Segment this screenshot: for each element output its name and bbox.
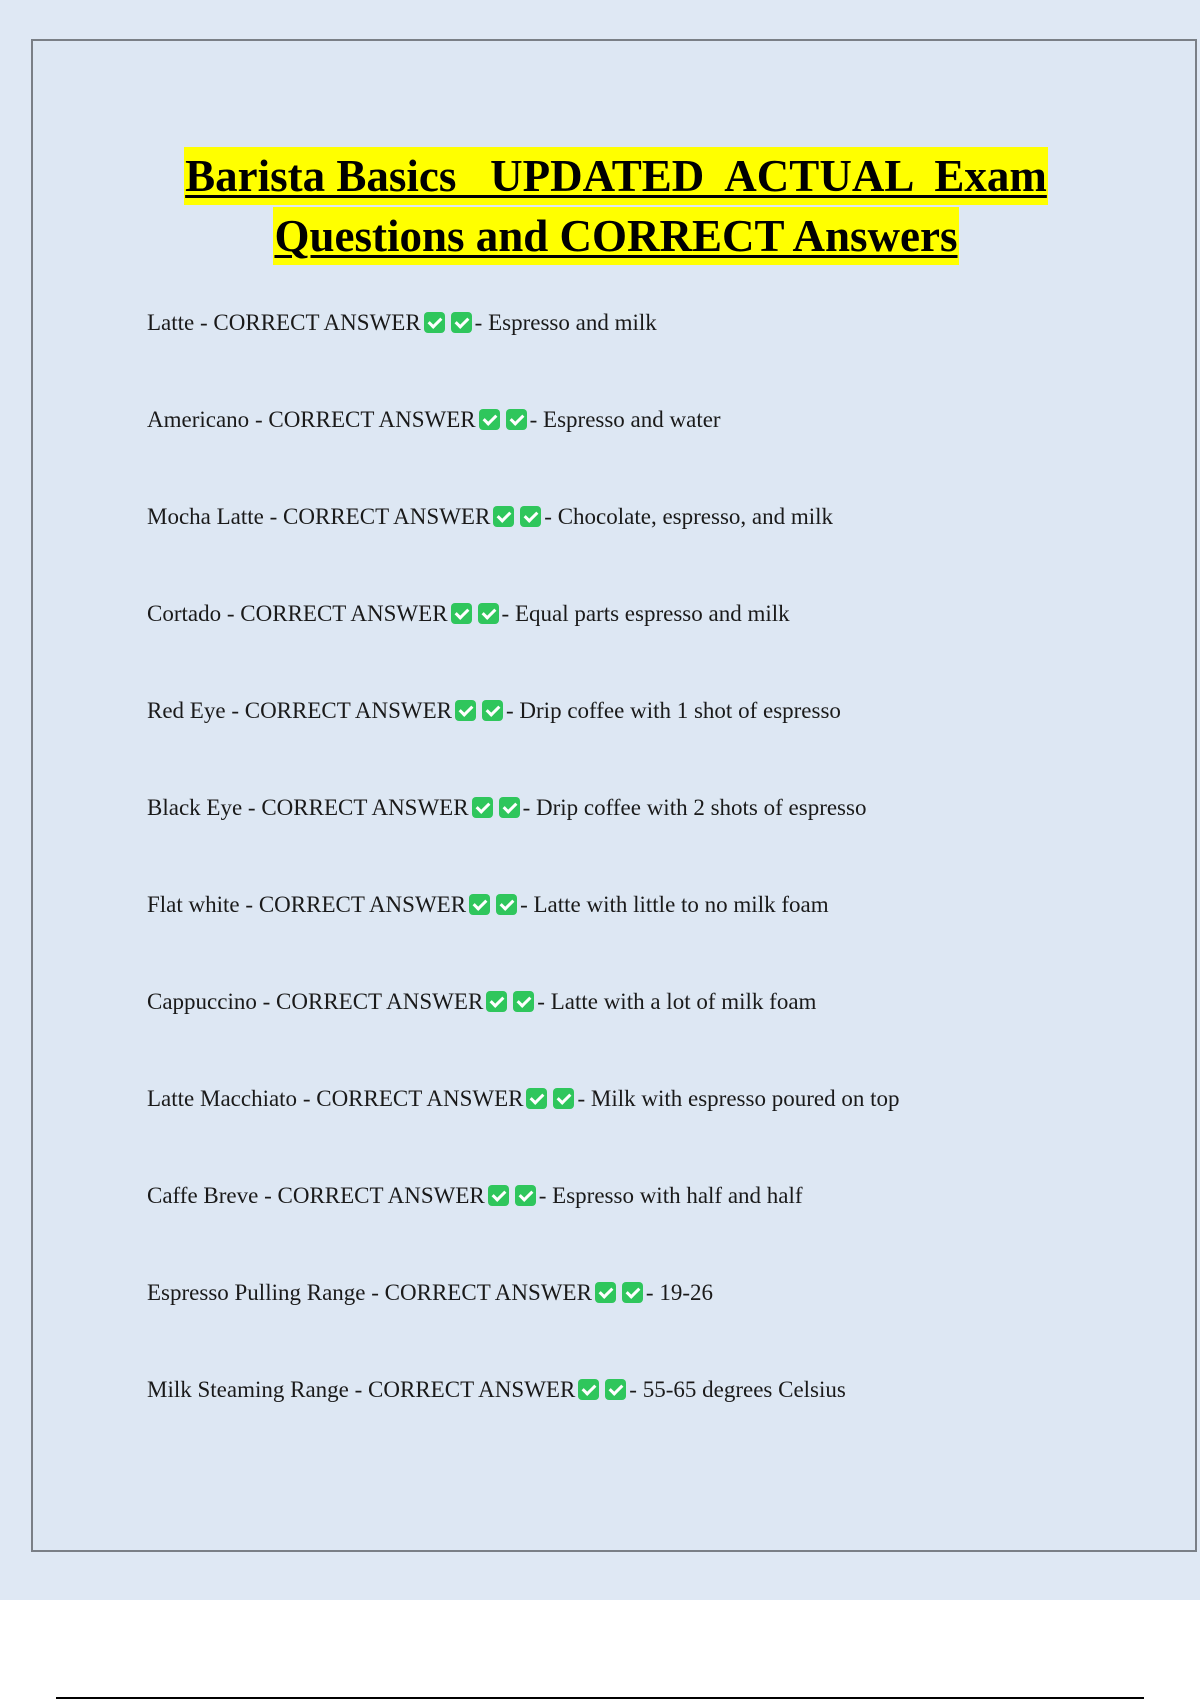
document-page	[31, 39, 1197, 1552]
qa-item	[147, 1376, 1147, 1473]
check-mark-icon	[451, 312, 472, 333]
check-mark-icon	[486, 991, 507, 1012]
qa-item	[147, 988, 1147, 1085]
answer-text: Espresso and milk	[488, 310, 657, 335]
answer-marker: CORRECT ANSWER	[368, 1377, 576, 1402]
check-mark-icon	[526, 1088, 547, 1109]
answer-text: Latte with a lot of milk foam	[550, 989, 817, 1014]
check-mark-icon	[515, 1185, 536, 1206]
answer-marker: CORRECT ANSWER	[240, 601, 448, 626]
answer-marker: CORRECT ANSWER	[213, 310, 421, 335]
separator: -	[501, 601, 515, 626]
answer-marker: CORRECT ANSWER	[258, 892, 467, 917]
separator: -	[645, 1280, 660, 1305]
separator: -	[544, 504, 558, 529]
qa-item	[147, 1279, 1147, 1376]
separator: -	[225, 698, 245, 723]
check-mark-icon	[424, 312, 445, 333]
check-mark-icon	[478, 603, 499, 624]
check-mark-icon	[455, 700, 476, 721]
separator: -	[249, 407, 269, 432]
separator: -	[242, 795, 262, 820]
separator: -	[258, 1183, 278, 1208]
answer-marker: CORRECT ANSWER	[316, 1086, 524, 1111]
question-term: Americano	[147, 407, 250, 432]
separator: -	[239, 892, 259, 917]
check-mark-icon	[482, 700, 503, 721]
separator: -	[263, 504, 284, 529]
check-mark-icon	[605, 1379, 626, 1400]
separator: -	[297, 1086, 317, 1111]
answer-text: Equal parts espresso and milk	[514, 601, 790, 626]
qa-item	[147, 891, 1147, 988]
qa-item	[147, 794, 1147, 891]
check-mark-icon	[499, 797, 520, 818]
separator: -	[529, 407, 544, 432]
answer-marker: CORRECT ANSWER	[244, 698, 452, 723]
check-mark-icon	[451, 603, 472, 624]
check-mark-icon	[622, 1282, 643, 1303]
separator: -	[194, 310, 214, 335]
check-mark-icon	[472, 797, 493, 818]
check-mark-icon	[513, 991, 534, 1012]
footer-divider	[56, 1697, 1144, 1699]
question-term: Latte Macchiato	[147, 1086, 298, 1111]
answer-text: Espresso with half and half	[552, 1183, 803, 1208]
qa-item	[147, 1182, 1147, 1279]
separator: -	[522, 795, 536, 820]
separator: -	[348, 1377, 369, 1402]
separator: -	[365, 1280, 385, 1305]
separator: -	[629, 1377, 643, 1402]
check-mark-icon	[493, 506, 514, 527]
answer-text: Espresso and water	[543, 407, 721, 432]
question-term: Black Eye	[147, 795, 243, 820]
answer-marker: CORRECT ANSWER	[276, 989, 484, 1014]
answer-text: Milk with espresso poured on top	[590, 1086, 900, 1111]
qa-item	[147, 309, 1147, 406]
title-line-1: Barista Basics UPDATED ACTUAL Exam	[184, 147, 1048, 205]
answer-text: Chocolate, espresso, and milk	[557, 504, 834, 529]
question-term: Caffe Breve	[147, 1183, 259, 1208]
check-mark-icon	[488, 1185, 509, 1206]
answer-text: 55-65 degrees Celsius	[642, 1377, 846, 1402]
qa-item	[147, 406, 1147, 503]
separator: -	[256, 989, 277, 1014]
answer-text: 19-26	[659, 1280, 714, 1305]
question-term: Cappuccino	[147, 989, 257, 1014]
document-title	[73, 147, 1159, 267]
answer-marker: CORRECT ANSWER	[384, 1280, 592, 1305]
check-mark-icon	[506, 409, 527, 430]
answer-text: Drip coffee with 2 shots of espresso	[536, 795, 867, 820]
check-mark-icon	[578, 1379, 599, 1400]
title-line-2: Questions and CORRECT Answers	[273, 207, 958, 265]
answer-text: Drip coffee with 1 shot of espresso	[519, 698, 841, 723]
separator: -	[537, 989, 551, 1014]
check-mark-icon	[479, 409, 500, 430]
question-term: Espresso Pulling Range	[147, 1280, 366, 1305]
check-mark-icon	[520, 506, 541, 527]
qa-list	[147, 309, 1147, 1473]
separator: -	[538, 1183, 553, 1208]
question-term: Milk Steaming Range	[147, 1377, 349, 1402]
check-mark-icon	[496, 894, 517, 915]
answer-marker: CORRECT ANSWER	[261, 795, 469, 820]
qa-item	[147, 697, 1147, 794]
separator: -	[221, 601, 241, 626]
separator: -	[520, 892, 534, 917]
question-term: Cortado	[147, 601, 222, 626]
question-term: Red Eye	[147, 698, 226, 723]
question-term: Mocha Latte	[147, 504, 264, 529]
answer-text: Latte with little to no milk foam	[533, 892, 829, 917]
separator: -	[474, 310, 489, 335]
question-term: Flat white	[147, 892, 240, 917]
answer-marker: CORRECT ANSWER	[283, 504, 491, 529]
qa-item	[147, 503, 1147, 600]
qa-item	[147, 1085, 1147, 1182]
separator: -	[505, 698, 520, 723]
qa-item	[147, 600, 1147, 697]
check-mark-icon	[595, 1282, 616, 1303]
question-term: Latte	[147, 310, 195, 335]
check-mark-icon	[553, 1088, 574, 1109]
answer-marker: CORRECT ANSWER	[277, 1183, 485, 1208]
check-mark-icon	[469, 894, 490, 915]
separator: -	[577, 1086, 591, 1111]
answer-marker: CORRECT ANSWER	[268, 407, 476, 432]
